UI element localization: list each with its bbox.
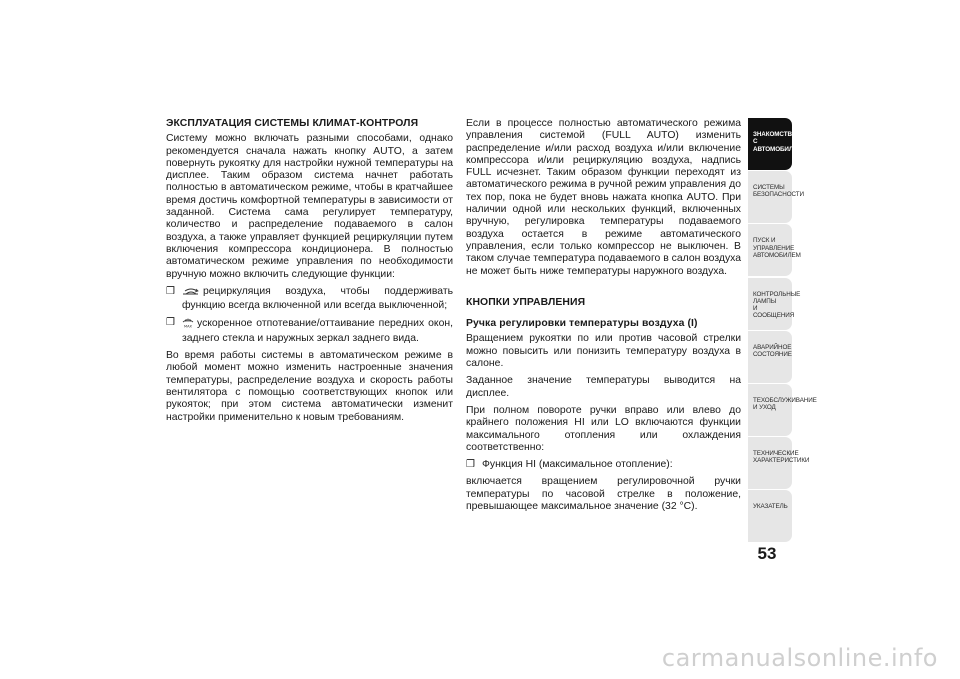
full-auto-paragraph: Если в процессе полностью автоматического режима управления системой (FULL AUTO) изменить распределение и/или расход воздуха и/или включение компрессора и/или рециркуляцию воздуха, надпись FULL исчезнет. Таким образом функции переходят из автоматического режима в ручной режим управления до тех пор, пока не будет вновь нажата кнопка AUTO. При наличии одной или нескольких функций, включенных вручную, регулировка температуры подаваемого воздуха остается в режиме автоматического управления, если только компрессор не выключен. В таком случае температура подаваемого в салон воздуха не может быть ниже температуры наружного воздуха. [466, 118, 741, 277]
tab-technical-specs[interactable]: ТЕХНИЧЕСКИЕ ХАРАКТЕРИСТИКИ [748, 437, 792, 489]
hi-lo-paragraph: При полном повороте ручки вправо или влево до крайнего положения HI или LO включаются функции максимального отопления или охлаждения соответственно: [466, 404, 741, 453]
auto-mode-paragraph: Во время работы системы в автоматическом режиме в любой момент можно изменить настроенные значения температуры, распределение воздуха и скорость работы вентилятора с помощью соответствующих кнопок или рукояток; при этом система автоматически изменит настройки применительно к новым требованиям. [166, 350, 453, 423]
bullet-hi-text: Функция HI (максимальное отопление): [482, 459, 673, 471]
checkbox-icon: ❒ [166, 317, 175, 329]
tab-introduction[interactable]: ЗНАКОМСТВО С АВТОМОБИЛЕМ [748, 118, 792, 170]
bullet-defrost [166, 317, 453, 345]
tab-warning-lights[interactable]: КОНТРОЛЬНЫЕ ЛАМПЫ И СООБЩЕНИЯ [748, 278, 792, 330]
recirculation-icon [182, 287, 200, 300]
left-column [166, 118, 453, 429]
tab-index[interactable]: УКАЗАТЕЛЬ [748, 490, 792, 542]
right-column [466, 118, 741, 518]
knob-rotation-paragraph: Вращением рукоятки по или против часовой стрелки можно повысить или понизить температуру воздуха в салоне. [466, 333, 741, 370]
temperature-knob-subheading: Ручка регулировки температуры воздуха (I) [466, 318, 698, 330]
hi-description-paragraph: включается вращением регулировочной ручки температуры по часовой стрелке в положение, превышающее максимальное значение (32 °C). [466, 476, 741, 513]
watermark: carmanualsonline.info [661, 644, 938, 672]
max-defrost-icon [182, 317, 194, 332]
bullet-hi-function [466, 459, 741, 471]
display-paragraph: Заданное значение температуры выводится на дисплее. [466, 375, 741, 399]
tab-starting-driving[interactable]: ПУСК И УПРАВЛЕНИЕ АВТОМОБИЛЕМ [748, 224, 792, 276]
page-number: 53 [757, 544, 777, 563]
tab-safety[interactable]: СИСТЕМЫ БЕЗОПАСНОСТИ [748, 171, 792, 223]
checkbox-icon: ❒ [466, 459, 475, 471]
section-heading: ЭКСПЛУАТАЦИЯ СИСТЕМЫ КЛИМАТ-КОНТРОЛЯ [166, 118, 419, 129]
tab-maintenance[interactable]: ТЕХОБСЛУЖИВАНИЕ И УХОД [748, 384, 792, 436]
bullet-recirculation [166, 286, 453, 313]
checkbox-icon: ❒ [166, 285, 175, 297]
controls-heading: КНОПКИ УПРАВЛЕНИЯ [466, 296, 586, 308]
bullet-recirculation-text: рециркуляция воздуха, чтобы поддерживать функцию всегда включенной или всегда выключенной; [182, 285, 453, 312]
svg-text:MAX: MAX [183, 324, 193, 329]
bullet-defrost-text: ускоренное отпотевание/оттаивание передних окон, заднего стекла и наружных зеркал заднего вида. [182, 318, 453, 344]
chapter-tabs [748, 118, 817, 544]
tab-emergency[interactable]: АВАРИЙНОЕ СОСТОЯНИЕ [748, 331, 792, 383]
intro-paragraph: Систему можно включать разными способами, однако рекомендуется сначала нажать кнопку AUTO, а затем повернуть рукоятку для настройки нужной температуры на дисплее. Таким образом система начнет работать полностью в автоматическом режиме, чтобы в кратчайшее время достичь комфортной температуры в зависимости от заданной. Система сама регулирует температуру, количество и распределение подаваемого в салон воздуха, а также управляет функцией рециркуляции путем включения компрессора кондиционера. В полностью автоматическом режиме управления по необходимости вручную можно включить следующие функции: [166, 133, 453, 280]
